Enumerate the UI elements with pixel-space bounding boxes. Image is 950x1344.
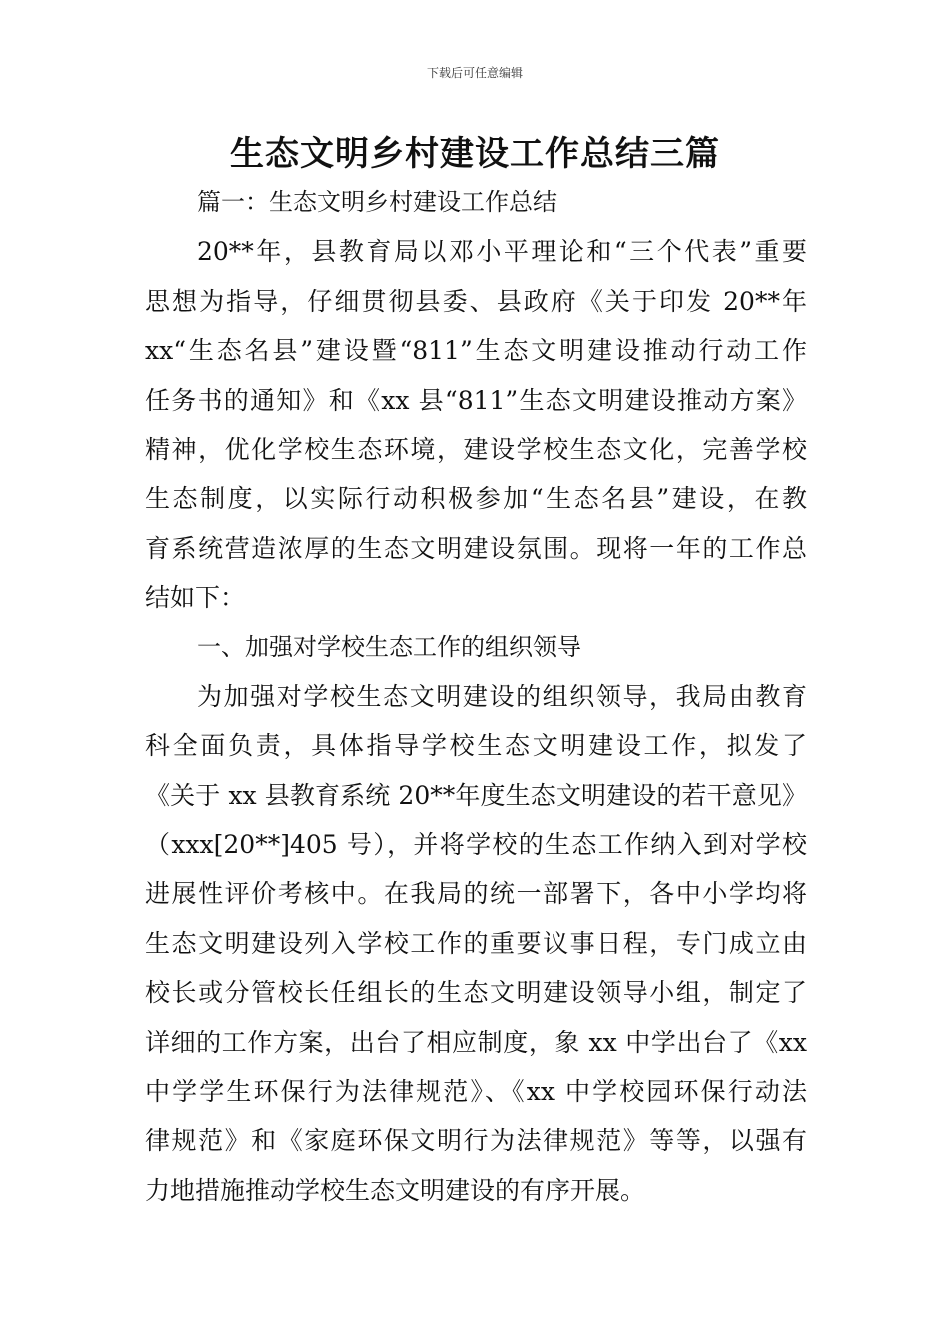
header-note: 下载后可任意编辑 (426, 66, 523, 80)
body-text-line: 《关于 xx 县教育系统 20**年度生态文明建设的若干意见》 (145, 780, 807, 810)
body-text-line: 详细的工作方案，出台了相应制度，象 xx 中学出台了《xx (145, 1027, 807, 1057)
document-title: 生态文明乡村建设工作总结三篇 (230, 134, 720, 174)
body-text-line: 育系统营造浓厚的生态文明建设氛围。现将一年的工作总 (145, 533, 807, 563)
body-text-line: 力地措施推动学校生态文明建设的有序开展。 (145, 1175, 646, 1205)
body-text-line: 科全面负责，具体指导学校生态文明建设工作，拟发了 (145, 731, 807, 761)
body-text-line: 20**年，县教育局以邓小平理论和“三个代表”重要 (197, 237, 807, 267)
body-text-line: （xxx[20**]405 号），并将学校的生态工作纳入到对学校 (145, 830, 807, 860)
body-text-line: 篇一：生态文明乡村建设工作总结 (197, 188, 557, 216)
body-text-line: 进展性评价考核中。在我局的统一部署下，各中小学均将 (145, 879, 807, 909)
body-text-line: 精神，优化学校生态环境，建设学校生态文化，完善学校 (145, 434, 807, 464)
body-text-line: 思想为指导，仔细贯彻县委、县政府《关于印发 20**年 (145, 286, 807, 316)
body-text-line: 中学学生环保行为法律规范》、《xx 中学校园环保行动法 (145, 1077, 807, 1107)
body-text-line: 生态文明建设列入学校工作的重要议事日程，专门成立由 (145, 928, 807, 958)
body-text-line: 为加强对学校生态文明建设的组织领导，我局由教育 (197, 681, 807, 711)
body-text-line: 生态制度，以实际行动积极参加“生态名县”建设，在教 (145, 484, 807, 514)
document-body (145, 178, 807, 1215)
body-text-line: 任务书的通知》和《xx 县“811”生态文明建设推动方案》 (145, 385, 807, 415)
body-text-line: 律规范》和《家庭环保文明行为法律规范》等等，以强有 (145, 1126, 807, 1156)
body-text-line: xx“生态名县”建设暨“811”生态文明建设推动行动工作 (145, 336, 807, 366)
body-text-line: 校长或分管校长任组长的生态文明建设领导小组，制定了 (145, 978, 807, 1008)
body-text-line: 一、加强对学校生态工作的组织领导 (197, 632, 581, 661)
body-text-line: 结如下： (145, 583, 246, 613)
